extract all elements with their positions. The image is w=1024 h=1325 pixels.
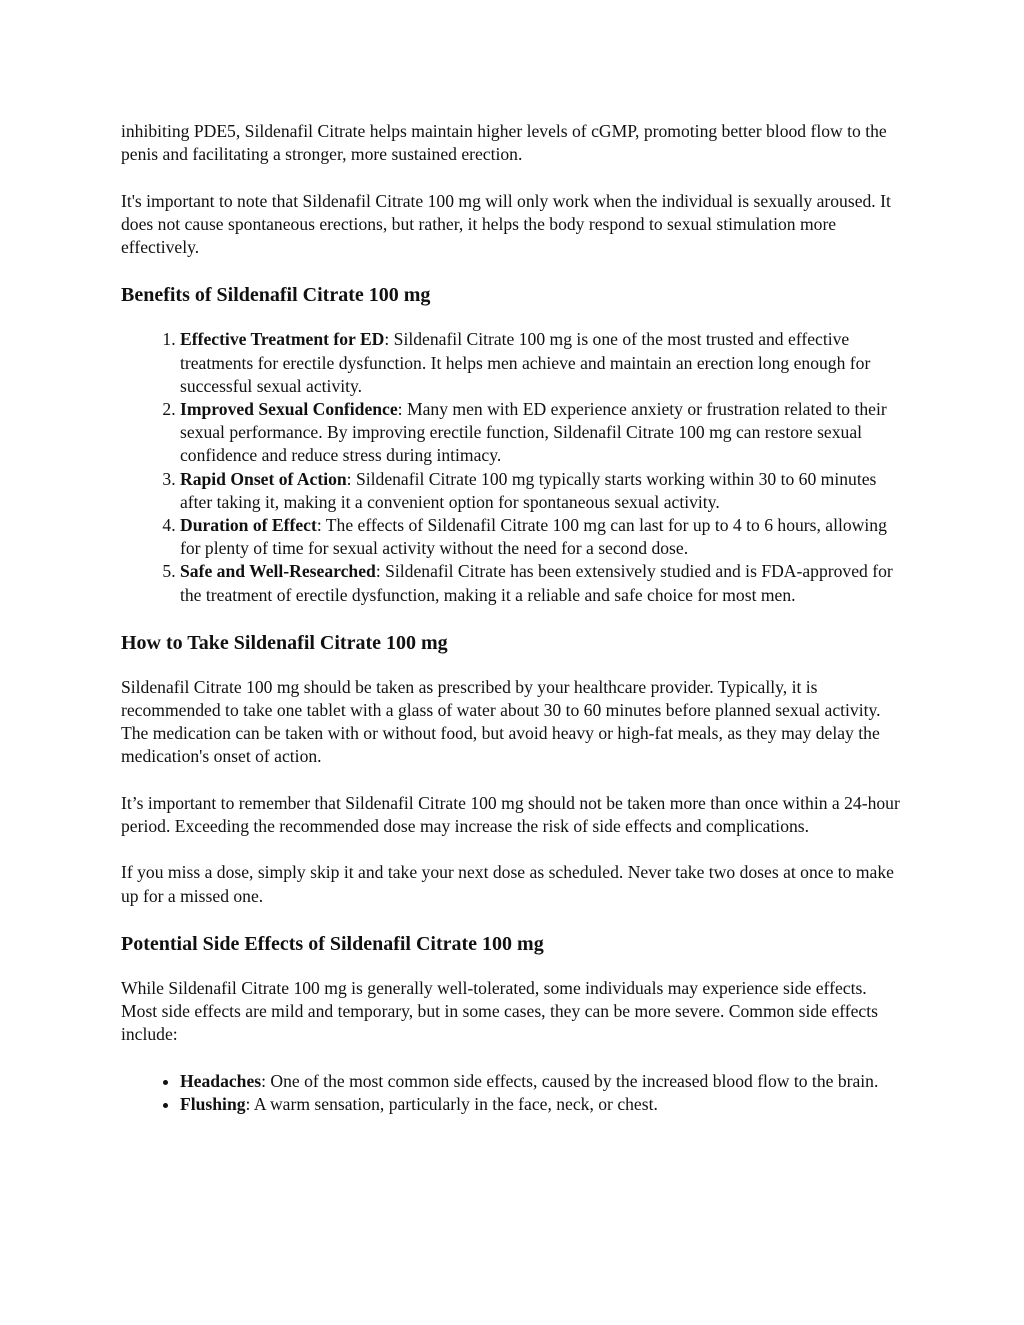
benefit-text: : Sildenafil Citrate 100 mg is one of the most trusted and effective treatments for erectile dysfunction. It helps men achieve and maintain an erection long enough for successful sexual activity. [180,329,871,396]
how-to-take-heading: How to Take Sildenafil Citrate 100 mg [121,631,448,654]
benefit-item [180,328,906,398]
document-body [121,120,906,1139]
benefit-term: Duration of Effect [180,515,317,536]
benefit-text: : The effects of Sildenafil Citrate 100 mg can last for up to 4 to 6 hours, allowing for plenty of time for sexual activity without the need for a second dose. [180,515,887,559]
how-to-take-paragraph-2: It’s important to remember that Sildenafil Citrate 100 mg should not be taken more than once within a 24-hour period. Exceeding the recommended dose may increase the risk of side effects and complications. [121,792,900,837]
benefit-item [180,514,906,560]
side-effect-item [180,1093,906,1116]
benefit-item [180,398,906,468]
benefit-term: Effective Treatment for ED [180,329,385,350]
benefit-term: Rapid Onset of Action [180,468,347,489]
intro-paragraph-2: It's important to note that Sildenafil Citrate 100 mg will only work when the individual is sexually aroused. It does not cause spontaneous erections, but rather, it helps the body respond to sexual stimulation more effectively. [121,190,891,257]
side-effect-text: : A warm sensation, particularly in the face, neck, or chest. [245,1094,658,1115]
benefit-item [180,560,906,606]
side-effects-heading: Potential Side Effects of Sildenafil Citrate 100 mg [121,933,544,956]
benefit-item [180,468,906,514]
benefit-text: : Sildenafil Citrate 100 mg typically starts working within 30 to 60 minutes after taking it, making it a convenient option for spontaneous sexual activity. [180,468,877,512]
benefits-heading: Benefits of Sildenafil Citrate 100 mg [121,284,431,307]
benefit-text: : Many men with ED experience anxiety or frustration related to their sexual performance. By improving erectile function, Sildenafil Citrate 100 mg can restore sexual confidence and reduce stress during intimacy. [180,399,887,466]
benefit-term: Safe and Well-Researched [180,561,376,582]
side-effect-item [180,1070,906,1093]
side-effect-term: Headaches [180,1070,262,1091]
intro-paragraph-1: inhibiting PDE5, Sildenafil Citrate helps maintain higher levels of cGMP, promoting better blood flow to the penis and facilitating a stronger, more sustained erection. [121,121,887,165]
side-effect-text: : One of the most common side effects, caused by the increased blood flow to the brain. [261,1070,879,1091]
how-to-take-paragraph-1: Sildenafil Citrate 100 mg should be taken as prescribed by your healthcare provider. Typically, it is recommended to take one tablet with a glass of water about 30 to 60 minutes before planned sexual activity. The medication can be taken with or without food, but avoid heavy or high-fat meals, as they may delay the medication's onset of action. [121,676,881,767]
side-effects-paragraph: While Sildenafil Citrate 100 mg is generally well-tolerated, some individuals may experience side effects. Most side effects are mild and temporary, but in some cases, they can be more severe. Common side effects include: [121,978,878,1045]
benefits-list [121,328,906,606]
side-effects-list [121,1070,906,1116]
how-to-take-paragraph-3: If you miss a dose, simply skip it and take your next dose as scheduled. Never take two doses at once to make up for a missed one. [121,862,894,906]
benefit-term: Improved Sexual Confidence [180,399,398,419]
benefit-text: : Sildenafil Citrate has been extensively studied and is FDA-approved for the treatment of erectile dysfunction, making it a reliable and safe choice for most men. [180,561,893,605]
side-effect-term: Flushing [180,1094,246,1115]
